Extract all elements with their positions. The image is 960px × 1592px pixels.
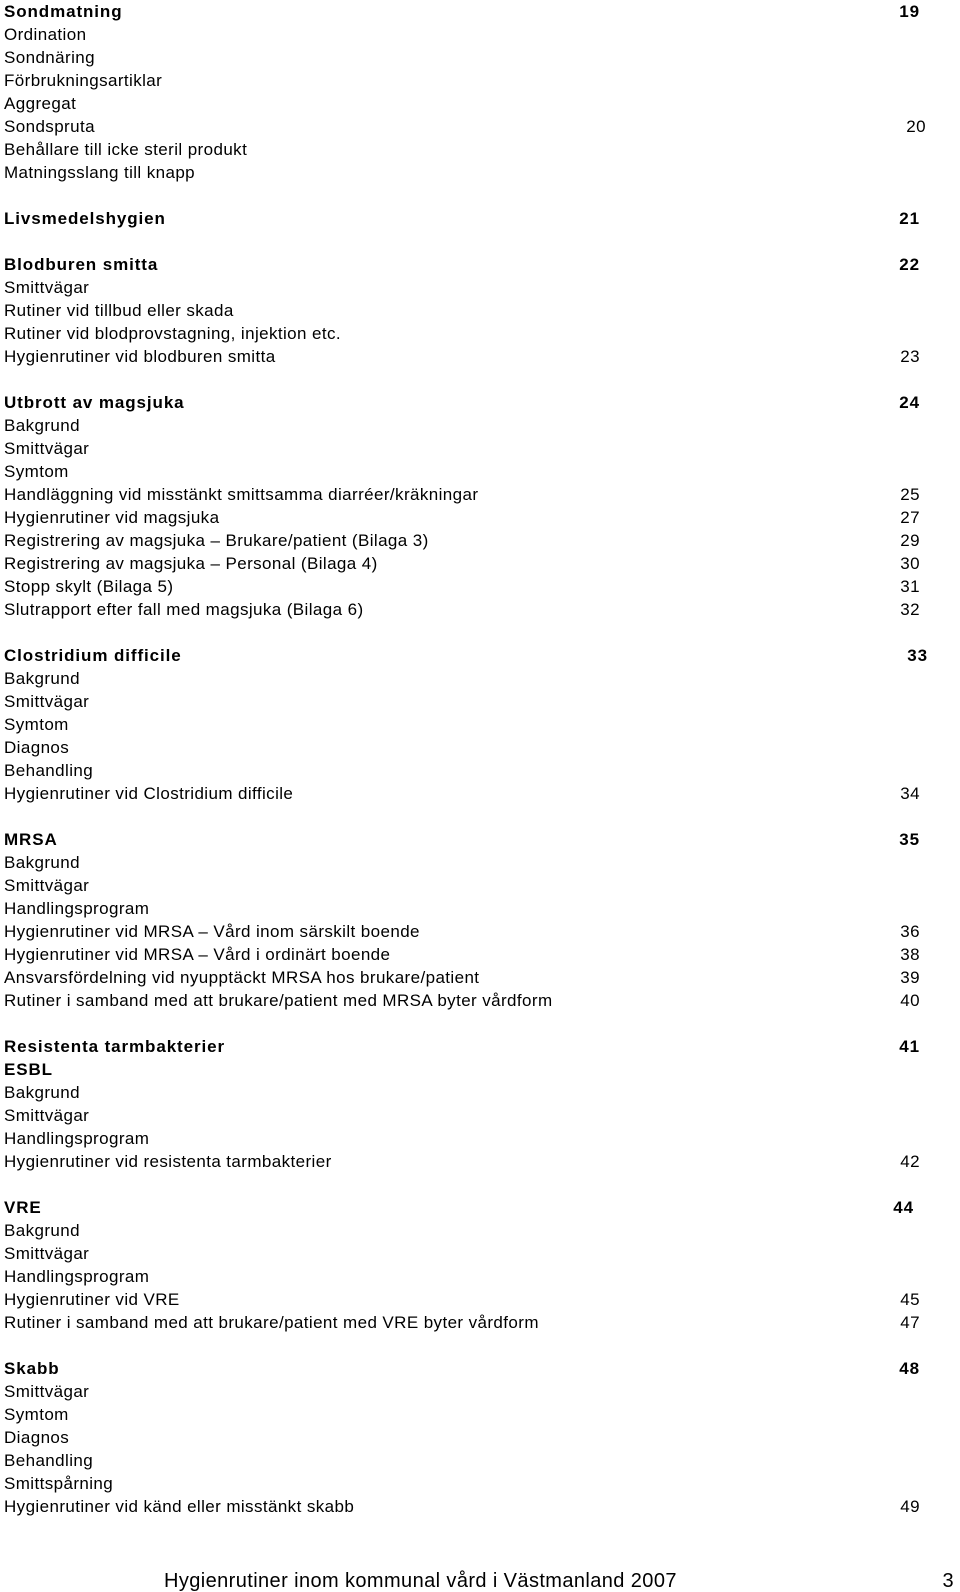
page-footer: [0, 1570, 960, 1592]
toc-entry-label: Hygienrutiner vid känd eller misstänkt skabb: [4, 1497, 355, 1516]
toc-entry-label: Behandling: [4, 1451, 94, 1470]
toc-entry-label: Ansvarsfördelning vid nyupptäckt MRSA hos brukare/patient: [4, 968, 480, 987]
toc-heading: [4, 391, 960, 414]
toc-entry: [4, 1288, 960, 1311]
toc-page-number: 47: [900, 1313, 920, 1332]
toc-entry: [4, 1242, 960, 1265]
toc-entry: [4, 1219, 960, 1242]
toc-page-number: 48: [899, 1359, 920, 1378]
toc-heading: [4, 207, 960, 230]
toc-entry-label: Bakgrund: [4, 1221, 80, 1240]
toc-entry-label: Symtom: [4, 462, 69, 481]
toc-entry: [4, 322, 960, 345]
table-of-contents: [4, 0, 960, 1518]
toc-page-number: 45: [900, 1290, 920, 1309]
toc-entry-label: VRE: [4, 1198, 42, 1217]
toc-entry: [4, 1104, 960, 1127]
toc-entry-label: Förbrukningsartiklar: [4, 71, 163, 90]
toc-page-number: 25: [900, 485, 920, 504]
toc-entry-label: Handläggning vid misstänkt smittsamma diarréer/kräkningar: [4, 485, 479, 504]
toc-heading: [4, 1196, 960, 1219]
toc-entry: [4, 1265, 960, 1288]
toc-page-number: 29: [900, 531, 920, 550]
toc-entry-label: Diagnos: [4, 738, 70, 757]
toc-entry-label: Hygienrutiner vid blodburen smitta: [4, 347, 276, 366]
toc-page-number: 41: [899, 1037, 920, 1056]
toc-page-number: 27: [900, 508, 920, 527]
toc-entry: [4, 897, 960, 920]
toc-entry-label: Sondnäring: [4, 48, 95, 67]
toc-entry-label: Rutiner vid blodprovstagning, injektion etc.: [4, 324, 342, 343]
toc-entry-label: Sondspruta: [4, 117, 95, 136]
toc-entry-label: Hygienrutiner vid VRE: [4, 1290, 180, 1309]
toc-entry-label: Diagnos: [4, 1428, 70, 1447]
toc-entry: [4, 690, 960, 713]
footer-title: Hygienrutiner inom kommunal vård i Västmanland 2007: [164, 1570, 677, 1592]
toc-entry: [4, 782, 960, 805]
toc-entry: [4, 989, 960, 1012]
toc-entry-label: Smittvägar: [4, 1382, 90, 1401]
toc-heading: [4, 828, 960, 851]
toc-entry: [4, 1081, 960, 1104]
toc-heading: [4, 0, 960, 23]
toc-entry: [4, 966, 960, 989]
toc-entry-label: Utbrott av magsjuka: [4, 393, 185, 412]
toc-entry-label: Resistenta tarmbakterier: [4, 1037, 225, 1056]
toc-entry: [4, 851, 960, 874]
toc-page-number: 39: [900, 968, 920, 987]
toc-entry: [4, 575, 960, 598]
toc-page-number: 34: [900, 784, 920, 803]
toc-entry-label: Symtom: [4, 1405, 69, 1424]
toc-entry-label: Symtom: [4, 715, 69, 734]
toc-entry-label: Sondmatning: [4, 2, 123, 21]
toc-entry-label: Hygienrutiner vid resistenta tarmbakterier: [4, 1152, 332, 1171]
toc-entry-label: Stopp skylt (Bilaga 5): [4, 577, 174, 596]
toc-page-number: 40: [900, 991, 920, 1010]
toc-entry-label: Registrering av magsjuka – Personal (Bilaga 4): [4, 554, 378, 573]
toc-heading: [4, 253, 960, 276]
toc-entry-label: Rutiner i samband med att brukare/patient med MRSA byter vårdform: [4, 991, 553, 1010]
toc-entry: [4, 1449, 960, 1472]
toc-heading: [4, 644, 960, 667]
toc-entry: [4, 598, 960, 621]
toc-entry-label: Slutrapport efter fall med magsjuka (Bilaga 6): [4, 600, 364, 619]
toc-heading: [4, 1058, 960, 1081]
toc-entry-label: Hygienrutiner vid MRSA – Vård i ordinärt boende: [4, 945, 391, 964]
toc-entry-label: Matningsslang till knapp: [4, 163, 196, 182]
toc-entry: [4, 667, 960, 690]
toc-page-number: 23: [900, 347, 920, 366]
toc-entry: [4, 506, 960, 529]
toc-entry: [4, 1495, 960, 1518]
toc-entry: [4, 69, 960, 92]
toc-entry: [4, 1380, 960, 1403]
toc-page-number: 38: [900, 945, 920, 964]
footer-page-number: 3: [942, 1570, 954, 1592]
toc-entry-label: Smittvägar: [4, 692, 90, 711]
toc-page-number: 36: [900, 922, 920, 941]
toc-entry-label: Smittvägar: [4, 1106, 90, 1125]
toc-entry-label: Bakgrund: [4, 416, 80, 435]
toc-page-number: 44: [893, 1198, 914, 1217]
toc-page-number: 19: [899, 2, 920, 21]
toc-entry: [4, 138, 960, 161]
toc-page-number: 35: [899, 830, 920, 849]
toc-entry-label: Bakgrund: [4, 669, 80, 688]
toc-heading: [4, 1035, 960, 1058]
toc-entry: [4, 1472, 960, 1495]
toc-page-number: 49: [900, 1497, 920, 1516]
toc-entry-label: Hygienrutiner vid Clostridium difficile: [4, 784, 294, 803]
toc-entry-label: Handlingsprogram: [4, 1267, 150, 1286]
toc-page-number: 31: [900, 577, 920, 596]
toc-entry-label: Registrering av magsjuka – Brukare/patient (Bilaga 3): [4, 531, 429, 550]
toc-page-number: 20: [906, 117, 926, 136]
toc-page-number: 32: [900, 600, 920, 619]
toc-entry-label: Handlingsprogram: [4, 899, 150, 918]
toc-entry-label: Smittvägar: [4, 439, 90, 458]
toc-entry: [4, 552, 960, 575]
toc-entry: [4, 920, 960, 943]
toc-entry: [4, 1127, 960, 1150]
toc-entry-label: Behandling: [4, 761, 94, 780]
toc-entry-label: Behållare till icke steril produkt: [4, 140, 248, 159]
toc-entry: [4, 115, 960, 138]
toc-entry-label: Smittvägar: [4, 278, 90, 297]
toc-entry: [4, 23, 960, 46]
toc-entry: [4, 46, 960, 69]
toc-entry-label: ESBL: [4, 1060, 53, 1079]
toc-page-number: 22: [899, 255, 920, 274]
toc-entry-label: Bakgrund: [4, 1083, 80, 1102]
toc-entry: [4, 276, 960, 299]
toc-page-number: 42: [900, 1152, 920, 1171]
toc-entry: [4, 345, 960, 368]
toc-entry-label: Rutiner i samband med att brukare/patient med VRE byter vårdform: [4, 1313, 539, 1332]
toc-entry-label: Ordination: [4, 25, 87, 44]
toc-entry: [4, 460, 960, 483]
toc-entry-label: Blodburen smitta: [4, 255, 159, 274]
toc-entry: [4, 529, 960, 552]
toc-entry: [4, 299, 960, 322]
toc-entry-label: Clostridium difficile: [4, 646, 182, 665]
toc-page-number: 24: [899, 393, 920, 412]
toc-entry: [4, 161, 960, 184]
toc-entry: [4, 874, 960, 897]
toc-entry-label: Handlingsprogram: [4, 1129, 150, 1148]
toc-entry-label: Hygienrutiner vid magsjuka: [4, 508, 220, 527]
toc-entry: [4, 759, 960, 782]
toc-entry-label: Hygienrutiner vid MRSA – Vård inom särskilt boende: [4, 922, 420, 941]
toc-page-number: 33: [907, 646, 928, 665]
toc-entry-label: Aggregat: [4, 94, 77, 113]
toc-entry-label: Smittspårning: [4, 1474, 114, 1493]
toc-entry-label: Skabb: [4, 1359, 60, 1378]
toc-entry-label: MRSA: [4, 830, 58, 849]
toc-entry: [4, 414, 960, 437]
toc-entry: [4, 1311, 960, 1334]
toc-entry: [4, 483, 960, 506]
toc-entry: [4, 713, 960, 736]
toc-heading: [4, 1357, 960, 1380]
toc-entry-label: Rutiner vid tillbud eller skada: [4, 301, 234, 320]
toc-entry-label: Smittvägar: [4, 876, 90, 895]
toc-entry-label: Bakgrund: [4, 853, 80, 872]
toc-page-number: 30: [900, 554, 920, 573]
toc-entry-label: Livsmedelshygien: [4, 209, 166, 228]
toc-entry: [4, 736, 960, 759]
toc-entry: [4, 1426, 960, 1449]
toc-entry: [4, 1403, 960, 1426]
toc-entry: [4, 1150, 960, 1173]
toc-entry: [4, 92, 960, 115]
toc-entry: [4, 437, 960, 460]
toc-entry-label: Smittvägar: [4, 1244, 90, 1263]
toc-entry: [4, 943, 960, 966]
toc-page-number: 21: [899, 209, 920, 228]
